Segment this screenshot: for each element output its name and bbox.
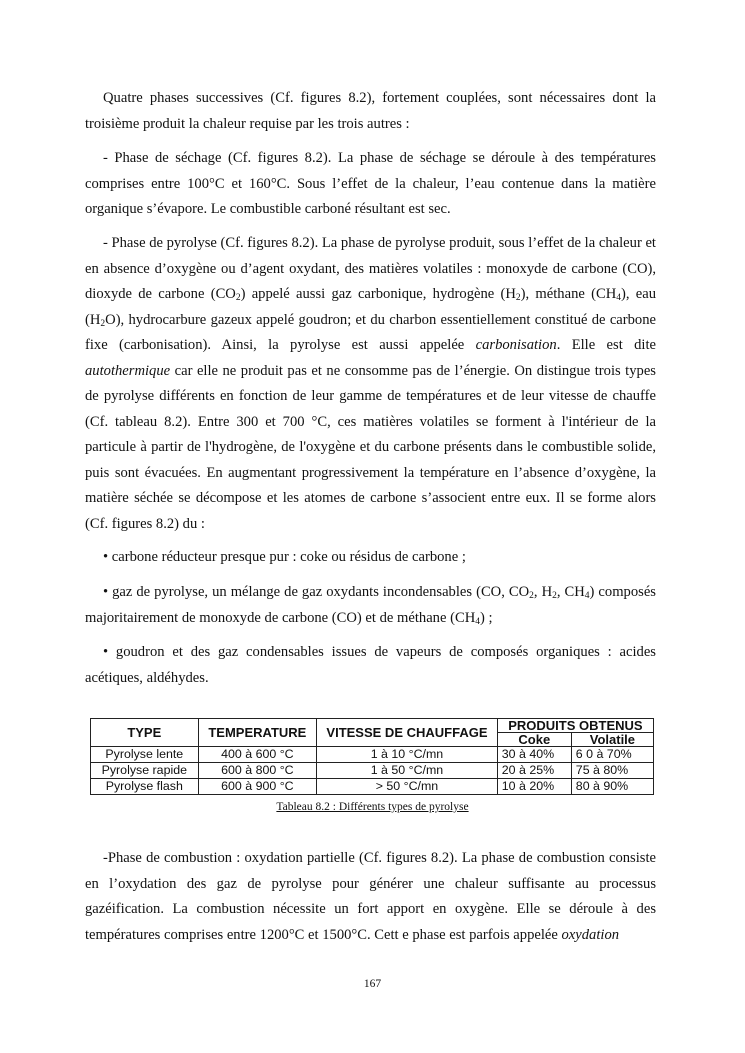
cell-temperature: 400 à 600 °C: [198, 747, 317, 763]
header-vitesse: VITESSE DE CHAUFFAGE: [317, 719, 498, 747]
page-number: 167: [363, 978, 382, 990]
header-volatile: Volatile: [571, 733, 653, 747]
cell-vitesse: 1 à 50 °C/mn: [317, 763, 498, 779]
table-row: [91, 763, 654, 779]
paragraph-intro: Quatre phases successives (Cf. figures 8.2), fortement couplées, sont nécessaires dont la troisième produit la chaleur requise par les trois autres :: [85, 90, 656, 132]
cell-type: Pyrolyse lente: [91, 747, 199, 763]
cell-volatile: 6 0 à 70%: [571, 747, 653, 763]
cell-volatile: 75 à 80%: [571, 763, 653, 779]
cell-coke: 20 à 25%: [497, 763, 571, 779]
table-row: [91, 747, 654, 763]
cell-vitesse: 1 à 10 °C/mn: [317, 747, 498, 763]
cell-volatile: 80 à 90%: [571, 779, 653, 795]
table-caption: Tableau 8.2 : Différents types de pyrolyse: [276, 801, 469, 813]
header-temperature: TEMPERATURE: [198, 719, 317, 747]
cell-type: Pyrolyse rapide: [91, 763, 199, 779]
cell-coke: 30 à 40%: [497, 747, 571, 763]
paragraph-pyrolyse: - Phase de pyrolyse (Cf. figures 8.2). La phase de pyrolyse produit, sous l’effet de la chaleur et en absence d’oxygène ou d’agent oxydant, des matières volatiles : monoxyde de carbone (CO), dioxyde de carbone $(CO_2)$ appelé aussi gaz carbonique, hydrogène $(H_2)$, méthane $(CH_4)$, eau $(H_2O)$, hydrocarbure gazeux appelé goudron; et du charbon essentiellement constitué de carbone fixe (carbonisation). Ainsi, la pyrolyse est aussi appelée carbonisation. Elle est dite autothermique car elle ne produit pas et ne consomme pas de l’énergie. On distingue trois types de pyrolyse différents en fonction de leur gamme de températures et de leur vitesse de chauffe (Cf. tableau 8.2). Entre 300 et 700 °C, ces matières volatiles se forment à l'intérieur de la particule à partir de l'hydrogène, de l'oxygène et du carbone présents dans le combustible solide, puis sont évacuées. En augmentant progressivement la température en l’absence d’oxygène, la matière séchée se décompose et les atomes de carbone s’associent entre eux. Il se forme alors (Cf. figures 8.2) du :: [85, 235, 656, 532]
header-type: TYPE: [91, 719, 199, 747]
header-produits: PRODUITS OBTENUS: [497, 719, 653, 733]
bullet-carbone: • carbone réducteur presque pur : coke ou résidus de carbone ;: [103, 549, 466, 565]
cell-temperature: 600 à 800 °C: [198, 763, 317, 779]
paragraph-sechage: - Phase de séchage (Cf. figures 8.2). La phase de séchage se déroule à des températures comprises entre 100°C et 160°C. Sous l’effet de la chaleur, l’eau contenue dans la matière organique s’évapore. Le combustible carboné résultant est sec.: [85, 150, 656, 217]
paragraph-combustion: -Phase de combustion : oxydation partielle (Cf. figures 8.2). La phase de combustion consiste en l’oxydation des gaz de pyrolyse pour générer une chaleur suffisante au processus gazéification. La combustion nécessite un fort apport en oxygène. Elle se déroule à des températures comprises entre 1200°C et 1500°C. Cett e phase est parfois appelée oxydation: [85, 850, 656, 943]
table-row: [91, 779, 654, 795]
cell-vitesse: > 50 °C/mn: [317, 779, 498, 795]
cell-type: Pyrolyse flash: [91, 779, 199, 795]
pyrolyse-table: [90, 718, 654, 795]
cell-temperature: 600 à 900 °C: [198, 779, 317, 795]
cell-coke: 10 à 20%: [497, 779, 571, 795]
bullet-gaz-pyrolyse: • gaz de pyrolyse, un mélange de gaz oxydants incondensables (CO, $CO_2$, $H_2$, $CH_4$) composés majoritairement de monoxyde de carbone (CO) et de méthane $(CH_4)$ ;: [85, 584, 656, 627]
header-coke: Coke: [497, 733, 571, 747]
bullet-goudron: • goudron et des gaz condensables issues de vapeurs de composés organiques : acides acétiques, aldéhydes.: [85, 644, 656, 686]
